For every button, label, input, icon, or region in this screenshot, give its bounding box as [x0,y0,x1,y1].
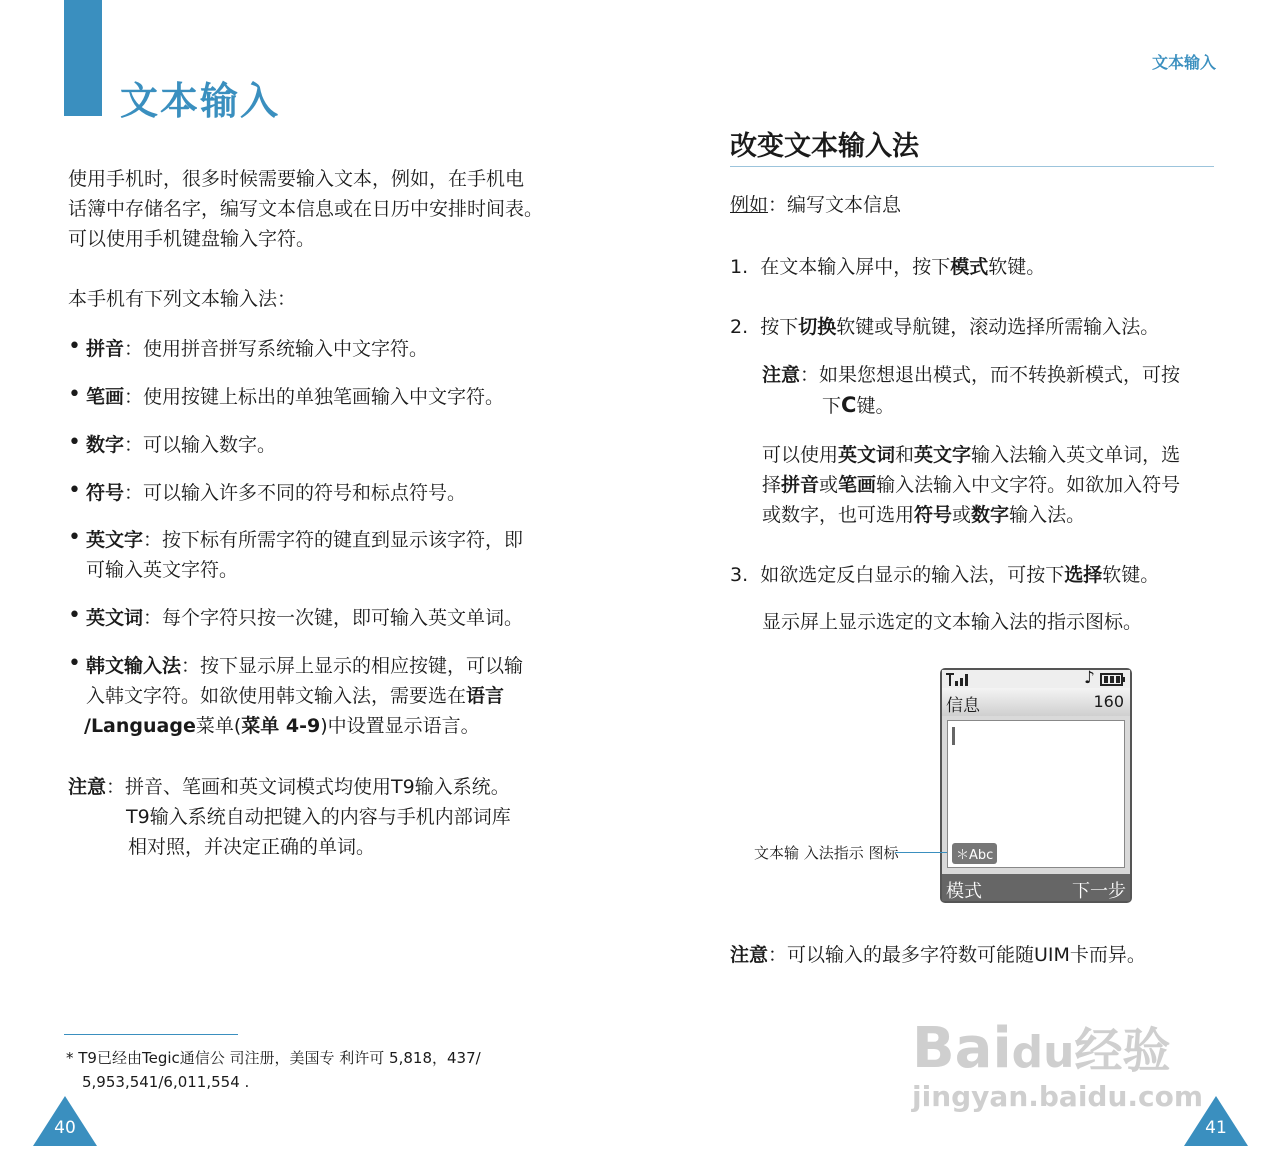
step-bold: 选择 [1064,564,1103,586]
input-mode-indicator: ＊Abc [952,843,997,864]
bullet-bold: /Language [84,715,196,737]
step-number: 3. [730,564,749,586]
chapter-accent-bar [64,0,102,116]
step-2 [730,312,1159,342]
bullet-text: ：使用拼音拼写系统输入中文字符。 [124,338,429,360]
left-note [68,772,511,862]
para-bold: 符号 [914,504,953,526]
bullet-text: )中设置显示语言。 [320,715,480,737]
intro-line: 可以使用手机键盘输入字符。 [68,228,316,250]
note-text: ：拼音、笔画和英文词模式均使用T9输入系统。 [106,776,510,798]
note-text: T9输入系统自动把键入的内容与手机内部词库 [126,806,511,828]
bullet-item-symbol [86,478,466,508]
bullet-term: 笔画 [86,386,125,408]
note-label: 注意 [730,944,769,966]
footnote-divider [64,1034,238,1035]
step-3 [730,560,1159,590]
intro-paragraph [68,164,543,254]
section-title: 改变文本输入法 [730,131,919,162]
bullet-term: 韩文输入法 [86,655,182,677]
note-label: 注意 [68,776,107,798]
example-label: 例如 [730,194,769,216]
soft-key-bar [942,874,1130,901]
signal-icon [946,672,972,687]
para-bold: 英文词 [838,444,896,466]
step-text: 软键或导航键，滚动选择所需输入法。 [836,316,1160,338]
step-1 [730,252,1045,282]
methods-lead: 本手机有下列文本输入法： [68,288,297,310]
bullet-item-number [86,430,276,460]
para-text: 和 [895,444,915,466]
intro-line: 话簿中存储名字，编写文本信息或在日历中安排时间表。 [68,198,544,220]
watermark-url: jingyan.baidu.com [912,1080,1204,1113]
para-bold: 笔画 [838,474,877,496]
para-text: 可以使用 [762,444,839,466]
page-title: 文本输入 [120,79,281,123]
bullet-item-english-word [86,603,523,633]
intro-line: 使用手机时，很多时候需要输入文本，例如，在手机电 [68,168,525,190]
bullet-term: 拼音 [86,338,125,360]
step-bold: 切换 [798,316,837,338]
para-text: 择 [762,474,782,496]
step-text: 软键。 [1102,564,1160,586]
footnote-line: 5,953,541/6,011,554 . [82,1073,250,1091]
para-text: 或 [819,474,839,496]
bottom-note [730,940,1146,970]
para-text: 或 [952,504,972,526]
bullet-text: ：按下标有所需字符的键直到显示该字符，即 [143,529,524,551]
step-text: 软键。 [988,256,1046,278]
para-bold: 英文字 [914,444,972,466]
text-cursor [952,727,955,745]
example-text: ：编写文本信息 [768,194,902,216]
running-head: 文本输入 [1151,53,1216,72]
watermark-text: 经验 [1074,1023,1171,1079]
bullet-term: 英文词 [86,607,144,629]
next-soft-key[interactable]: 下一步 [1072,881,1126,902]
bullet-text: 入韩文字符。如欲使用韩文输入法，需要选在 [86,685,467,707]
watermark-text: du [1011,1027,1075,1078]
bullet-text: ：可以输入许多不同的符号和标点符号。 [124,482,467,504]
step-text: 如欲选定反白显示的输入法，可按下 [760,564,1065,586]
bullet-text: 可输入英文字符。 [86,559,239,581]
phone-screen-illustration [940,668,1132,903]
step-2-paragraph [762,440,1180,530]
bullet-text: ：按下显示屏上显示的相应按键，可以输 [181,655,524,677]
bullet-text: ：使用按键上标出的单独笔画输入中文字符。 [124,386,505,408]
note-text: 下 [822,395,842,417]
step-text: 按下 [760,316,799,338]
c-key: C [841,393,857,417]
example-line [730,190,901,220]
para-text: 输入法输入中文字符。如欲加入符号 [876,474,1181,496]
page-number-left: 40 [54,1118,76,1138]
mode-soft-key[interactable]: 模式 [946,881,982,902]
footnote-line: * T9已经由Tegic通信公 司注册，美国专 利许可 5,818，437/ [66,1049,481,1067]
callout-line [895,852,947,853]
note-text: ：如果您想退出模式，而不转换新模式，可按 [800,364,1181,386]
step-number: 1. [730,256,749,278]
para-text: 输入法输入英文单词，选 [971,444,1181,466]
bullet-text: ：可以输入数字。 [124,434,277,456]
bullet-text: 菜单( [195,715,242,737]
bullet-term: 数字 [86,434,125,456]
callout-label: 文本输 入法指示 图标 [754,844,899,862]
note-text: 相对照，并决定正确的单词。 [128,836,376,858]
page-number-right: 41 [1205,1118,1227,1138]
bullet-item-pinyin [86,334,428,364]
watermark-text: Bai [912,1016,1012,1081]
text-entry-area[interactable] [947,720,1125,868]
bullet-item-korean [86,651,523,741]
screen-title: 信息 [946,696,980,716]
para-text: 或数字，也可选用 [762,504,915,526]
music-note-icon: ♪ [1084,668,1095,688]
para-bold: 数字 [971,504,1010,526]
note-text: ：可以输入的最多字符数可能随UIM卡而异。 [768,944,1146,966]
step-3-paragraph: 显示屏上显示选定的文本输入法的指示图标。 [762,611,1143,633]
bullet-term: 英文字 [86,529,144,551]
para-text: 输入法。 [1009,504,1086,526]
bullet-item-stroke [86,382,504,412]
bullet-text: ：每个字符只按一次键，即可输入英文单词。 [143,607,524,629]
step-text: 在文本输入屏中，按下 [760,256,951,278]
bullet-item-english-char [86,525,523,585]
note-label: 注意 [762,364,801,386]
screen-header [942,688,1130,716]
step-bold: 模式 [950,256,989,278]
section-divider [730,166,1214,167]
bullet-bold: 语言 [466,685,505,707]
footnote [66,1046,481,1094]
char-counter: 160 [1093,692,1124,711]
step-number: 2. [730,316,749,338]
battery-icon [1100,673,1126,686]
note-text: 键。 [856,395,895,417]
step-2-note [762,360,1180,421]
status-bar [942,670,1130,688]
bullet-term: 符号 [86,482,125,504]
watermark-logo [912,1012,1171,1081]
para-bold: 拼音 [781,474,820,496]
bullet-bold: 菜单 4-9 [241,715,321,737]
